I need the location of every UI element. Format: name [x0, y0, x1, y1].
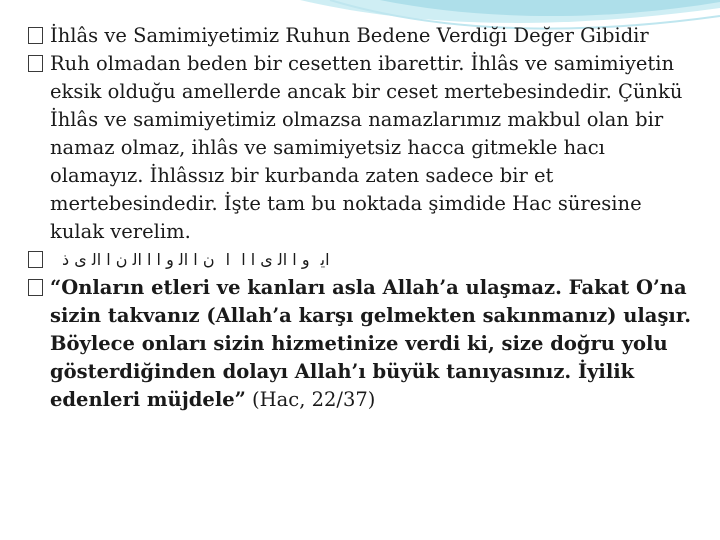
arabic-verse-line	[28, 246, 700, 274]
paragraph-text: Ruh olmadan beden bir cesetten ibarettir. İhlâs ve samimiyetin eksik olduğu amellerde ancak bir ceset mertebesindedir. Çünkü İhlâs ve samimiyetimiz olmazsa namazlarımız makbul olan bir namaz olmaz, ihlâs ve samimiyetsiz hacca gitmekle hacı olamayız. İhlâssız bir kurbanda zaten sadece bir et mertebesindedir. İşte tam bu noktada şimdide Hac süresine kulak verelim.	[50, 52, 683, 243]
arabic-fragment: ﻭ ﺍ ﺍﻟ ﻯ ﺍ ﺍ	[241, 250, 310, 269]
quote-source: (Hac, 22/37)	[245, 388, 376, 411]
quote-paragraph	[28, 274, 700, 414]
slide-title: İhlâs ve Samimiyetimiz Ruhun Bedene Verdiği Değer Gibidir	[50, 24, 649, 47]
arabic-fragment: ﻥ ﺍ ﺍﻟ ﻭ ﺍ ﺍ ﺍﻟ ﻥ ﺍ ﺍﻟ ﻯ ﺫ	[62, 250, 215, 269]
body-paragraph	[28, 50, 700, 246]
arabic-verse-text	[56, 246, 330, 274]
bullet-icon	[28, 55, 43, 72]
arabic-fragment: ﺍ	[225, 250, 231, 269]
slide-content	[28, 22, 700, 414]
arabic-fragment: ﺍﻳ	[320, 250, 330, 269]
title-paragraph	[28, 22, 700, 50]
bullet-icon	[28, 251, 43, 268]
quote-text: “Onların etleri ve kanları asla Allah’a ulaşmaz. Fakat O’na sizin takvanız (Allah’a karşı gelmekten sakınmanız) ulaşır. Böylece onları sizin hizmetinize verdi ki, size doğru yolu gösterdiğinden dolayı Allah’ı büyük tanıyasınız. İyilik edenleri müjdele”	[50, 276, 692, 411]
bullet-icon	[28, 279, 43, 296]
bullet-icon	[28, 27, 43, 44]
